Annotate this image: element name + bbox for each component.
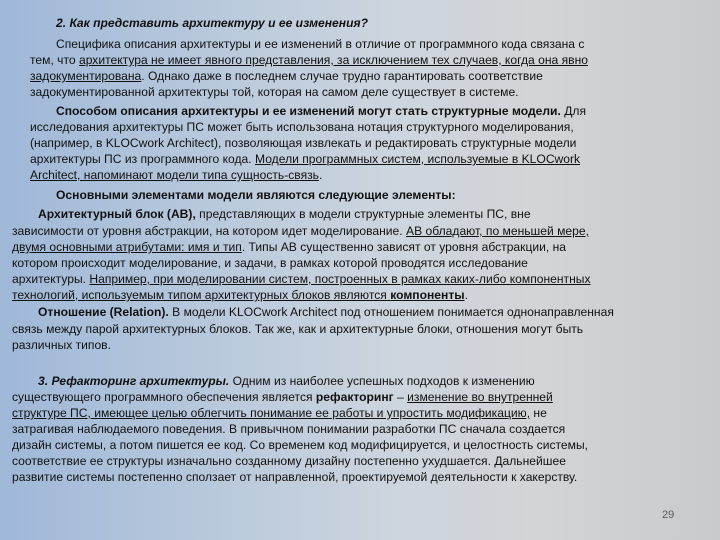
p1-line-3 — [30, 69, 543, 84]
p3-line-2 — [12, 224, 589, 239]
p2-line-2: исследования архитектуры ПС может быть использована нотация структурного моделирования, — [30, 120, 574, 134]
p2-line-4-underlined: Модели программных систем, используемые в KLOCwork — [255, 152, 581, 166]
p4-line-1 — [38, 305, 614, 320]
p5-line-6: соответствие ее структуры изначально созданному дизайну постепенно ухудшается. Дальнейшее — [12, 454, 566, 468]
p1-line-1: Специфика описания архитектуры и ее изменений в отличие от программного кода связана с — [56, 37, 585, 51]
p2-line-3: (например, в KLOCwork Architect), позволяющая извлекать и редактировать структурные модели — [30, 136, 577, 150]
p3-line-5-underlined: Например, при моделировании систем, построенных в рамках каких-либо компонентных — [89, 272, 591, 286]
p2-line-4-text: архитектуры ПС из программного кода. — [30, 152, 256, 166]
p5-line-2-dash: – — [393, 390, 408, 404]
p5-line-3-underlined: структуре ПС, имеющее целью облегчить понимание ее работы и упростить модификацию, — [12, 406, 531, 420]
p3-line-2-text: зависимости от уровня абстракции, на котором идет моделирование. — [12, 224, 406, 238]
p4-line-1-text: В модели KLOCwork Architect под отношением понимается однонаправленная — [168, 305, 614, 319]
page-number: 29 — [662, 509, 675, 521]
p5-line-5: дизайн системы, а потом пишется ее код. Со временем код модифицируется, и целостность системы, — [12, 438, 589, 452]
p5-line-3-text: не — [530, 406, 547, 420]
p2-line-4 — [30, 152, 580, 167]
p2-line-5-text: . — [318, 168, 323, 182]
relation-term: Отношение (Relation). — [38, 305, 169, 319]
p1-line-2-text: тем, что — [30, 53, 79, 67]
components-term: компоненты — [390, 288, 465, 302]
architectural-block-term: Архитектурный блок (АВ), — [38, 207, 196, 221]
p1-line-4: задокументированной архитектуры той, которая на самом деле существует в системе. — [30, 85, 519, 99]
p2-line-5 — [30, 168, 322, 183]
p2-bold-lead: Способом описания архитектуры и ее изменений могут стать структурные модели. — [56, 104, 561, 118]
p2-line-5-underlined: Architect, напоминают модели типа сущность-связь — [30, 168, 319, 182]
p3-line-5 — [12, 272, 591, 287]
p3-line-3 — [12, 240, 566, 255]
refactoring-term: рефакторинг — [315, 390, 394, 404]
p3-line-6-underlined: технологий, используемым типом архитектурных блоков являются — [12, 288, 391, 302]
p3-line-1 — [38, 207, 531, 222]
p3-line-3-text: . Типы АВ существенно зависят от уровня абстракции, на — [241, 240, 567, 254]
p4-line-2: связь между парой архитектурных блоков. Так же, как и архитектурные блоки, отношения могут быть — [12, 322, 584, 336]
p3-line-5-text: архитектуры. — [12, 272, 90, 286]
heading-section-3: 3. Рефакторинг архитектуры. — [38, 374, 230, 388]
p5-line-2-text: существующего программного обеспечения является — [12, 390, 316, 404]
p2-line-1 — [56, 104, 586, 119]
p5-line-2-underlined: изменение во внутренней — [407, 390, 553, 404]
p4-line-3: различных типов. — [12, 338, 111, 352]
p1-line-2 — [30, 53, 588, 68]
p3-line-6 — [12, 288, 468, 303]
p5-line-2 — [12, 390, 553, 405]
p3-line-6-text: . — [464, 288, 468, 302]
p2-line-1-text: Для — [560, 104, 586, 118]
p3-line-3-underlined: двумя основными атрибутами: имя и тип — [12, 240, 242, 254]
p1-line-3-underlined: задокументирована — [30, 69, 142, 83]
p5-line-7: развитие системы постепенно сползает от направленной, проектируемой деятельности к хакерству. — [12, 470, 578, 484]
p5-line-3 — [12, 406, 547, 421]
p5-line-1-text: Одним из наиболее успешных подходов к изменению — [229, 374, 535, 388]
heading-section-2: 2. Как представить архитектуру и ее изменения? — [56, 16, 368, 30]
p3-heading: Основными элементами модели являются следующие элементы: — [56, 188, 456, 202]
p1-line-2-underlined: архитектура не имеет явного представления, за исключением тех случаев, когда она явно — [78, 53, 588, 67]
p3-line-1-text: представляющих в модели структурные элементы ПС, вне — [195, 207, 531, 221]
p1-line-3-text: . Однако даже в последнем случае трудно гарантировать соответствие — [141, 69, 543, 83]
p3-line-2-underlined: АВ обладают, по меньшей мере, — [406, 224, 589, 238]
p5-line-4: затрагивая наблюдаемого поведения. В привычном понимании разработки ПС сначала создается — [12, 422, 566, 436]
p5-line-1 — [38, 374, 535, 389]
p3-line-4: котором происходит моделирование, и задачи, в рамках которой проводятся исследование — [12, 256, 528, 270]
